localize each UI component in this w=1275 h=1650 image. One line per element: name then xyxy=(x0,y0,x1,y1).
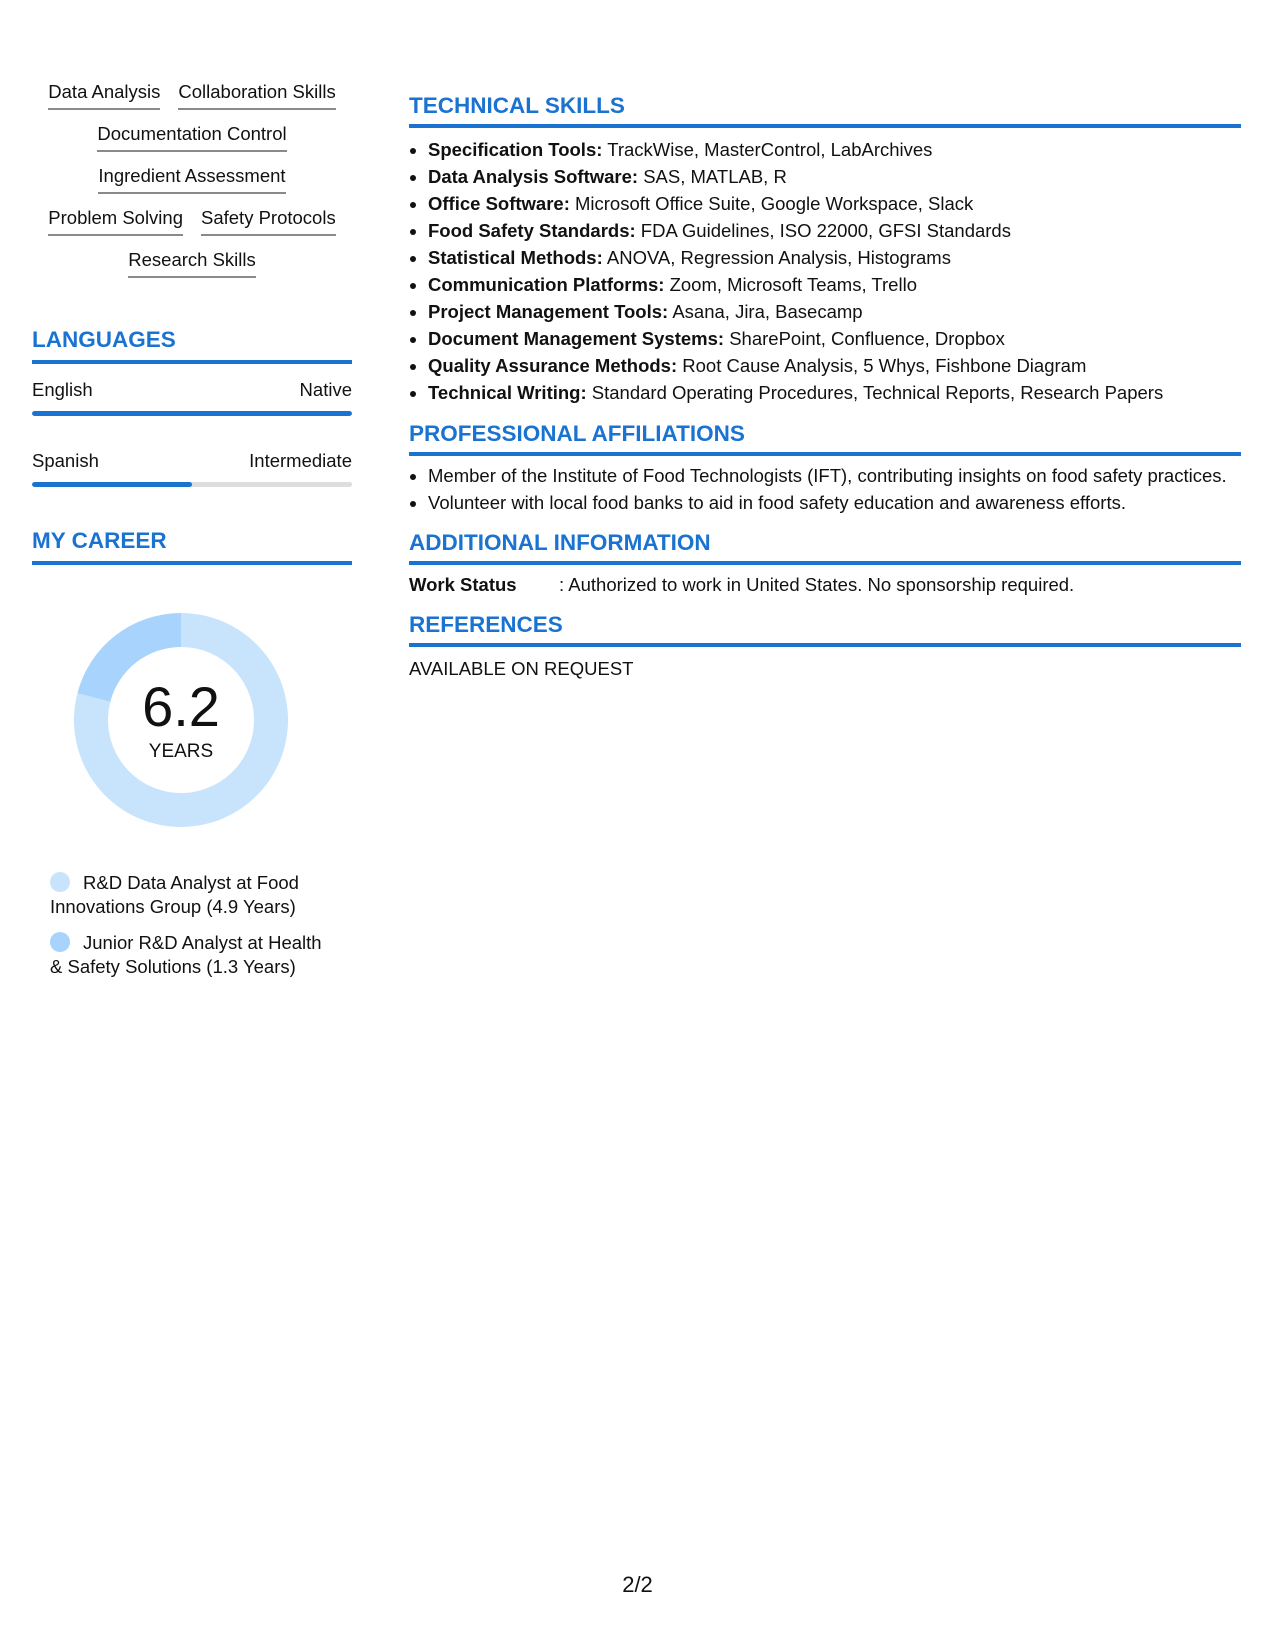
career-legend-item xyxy=(50,931,330,979)
language-level-fill xyxy=(32,482,192,487)
affiliations-section xyxy=(409,420,1241,515)
language-name: English xyxy=(32,379,93,400)
list-item xyxy=(428,379,1241,406)
skill-category: Specification Tools: xyxy=(428,139,603,160)
skill-category: Food Safety Standards: xyxy=(428,220,636,241)
skill-values: SAS, MATLAB, R xyxy=(643,166,787,187)
technical-skills-heading: TECHNICAL SKILLS xyxy=(409,92,1241,128)
skill-tag: Research Skills xyxy=(128,248,256,278)
skill-tag: Ingredient Assessment xyxy=(98,164,285,194)
language-english xyxy=(32,378,352,416)
technical-skills-section xyxy=(409,92,1241,406)
language-level-bar xyxy=(32,482,352,487)
skill-category: Data Analysis Software: xyxy=(428,166,639,187)
skill-tag: Documentation Control xyxy=(97,122,286,152)
list-item xyxy=(428,163,1241,190)
language-name: Spanish xyxy=(32,450,99,471)
career-donut-chart xyxy=(66,605,296,835)
career-total-years: 6.2 xyxy=(142,675,220,738)
skill-values: SharePoint, Confluence, Dropbox xyxy=(729,328,1005,349)
references-text: AVAILABLE ON REQUEST xyxy=(409,658,634,679)
career-total-unit: YEARS xyxy=(148,741,214,762)
list-item xyxy=(428,136,1241,163)
legend-label: R&D Data Analyst at Food Innovations Group (4.9 Years) xyxy=(50,872,299,917)
career-legend-item xyxy=(50,871,330,919)
list-item xyxy=(428,352,1241,379)
list-item xyxy=(428,325,1241,352)
skill-category: Office Software: xyxy=(428,193,570,214)
list-item: • Member of the Institute of Food Technologists (IFT), contributing insights on food safety practices. xyxy=(428,464,1241,488)
language-level: Intermediate xyxy=(249,450,352,471)
skill-category: Quality Assurance Methods: xyxy=(428,355,678,376)
skill-tag: Problem Solving xyxy=(48,206,183,236)
skills-tag-list xyxy=(32,80,352,278)
skill-values: Root Cause Analysis, 5 Whys, Fishbone Diagram xyxy=(682,355,1087,376)
skill-tag: Collaboration Skills xyxy=(178,80,335,110)
skill-values: Zoom, Microsoft Teams, Trello xyxy=(669,274,917,295)
list-item xyxy=(428,217,1241,244)
references-section xyxy=(409,611,1241,681)
language-spanish xyxy=(32,449,352,487)
affiliations-heading: PROFESSIONAL AFFILIATIONS xyxy=(409,420,1241,456)
technical-skills-list xyxy=(409,136,1241,406)
career-heading: MY CAREER xyxy=(32,527,352,565)
legend-label: Junior R&D Analyst at Health & Safety Solutions (1.3 Years) xyxy=(50,932,322,977)
page-number: 2/2 xyxy=(622,1572,653,1597)
list-item: • Volunteer with local food banks to aid in food safety education and awareness efforts. xyxy=(428,491,1241,515)
skill-category: Statistical Methods: xyxy=(428,247,603,268)
legend-dot xyxy=(50,872,70,892)
skill-values: Microsoft Office Suite, Google Workspace, Slack xyxy=(575,193,974,214)
skill-values: FDA Guidelines, ISO 22000, GFSI Standards xyxy=(640,220,1011,241)
list-item xyxy=(428,190,1241,217)
work-status-row xyxy=(409,573,1241,597)
work-status-value: : Authorized to work in United States. No sponsorship required. xyxy=(559,574,1075,595)
skill-category: Document Management Systems: xyxy=(428,328,725,349)
skill-values: Standard Operating Procedures, Technical Reports, Research Papers xyxy=(591,382,1164,403)
left-column xyxy=(32,80,352,991)
language-level-fill xyxy=(32,411,352,416)
legend-dot xyxy=(50,932,70,952)
additional-info-heading: ADDITIONAL INFORMATION xyxy=(409,529,1241,565)
languages-heading: LANGUAGES xyxy=(32,326,352,364)
list-item xyxy=(428,244,1241,271)
career-legend xyxy=(50,871,330,979)
affiliations-list xyxy=(409,464,1241,515)
skill-values: ANOVA, Regression Analysis, Histograms xyxy=(606,247,951,268)
references-heading: REFERENCES xyxy=(409,611,1241,647)
language-level: Native xyxy=(299,379,352,400)
list-item xyxy=(428,298,1241,325)
list-item xyxy=(428,271,1241,298)
skill-tag: Safety Protocols xyxy=(201,206,336,236)
skill-category: Project Management Tools: xyxy=(428,301,669,322)
language-level-bar xyxy=(32,411,352,416)
skill-values: Asana, Jira, Basecamp xyxy=(672,301,863,322)
skill-tag: Data Analysis xyxy=(48,80,160,110)
skill-category: Technical Writing: xyxy=(428,382,587,403)
additional-info-section xyxy=(409,529,1241,597)
skill-values: TrackWise, MasterControl, LabArchives xyxy=(607,139,933,160)
work-status-label: Work Status xyxy=(409,574,517,595)
skill-category: Communication Platforms: xyxy=(428,274,665,295)
right-column xyxy=(409,92,1241,695)
